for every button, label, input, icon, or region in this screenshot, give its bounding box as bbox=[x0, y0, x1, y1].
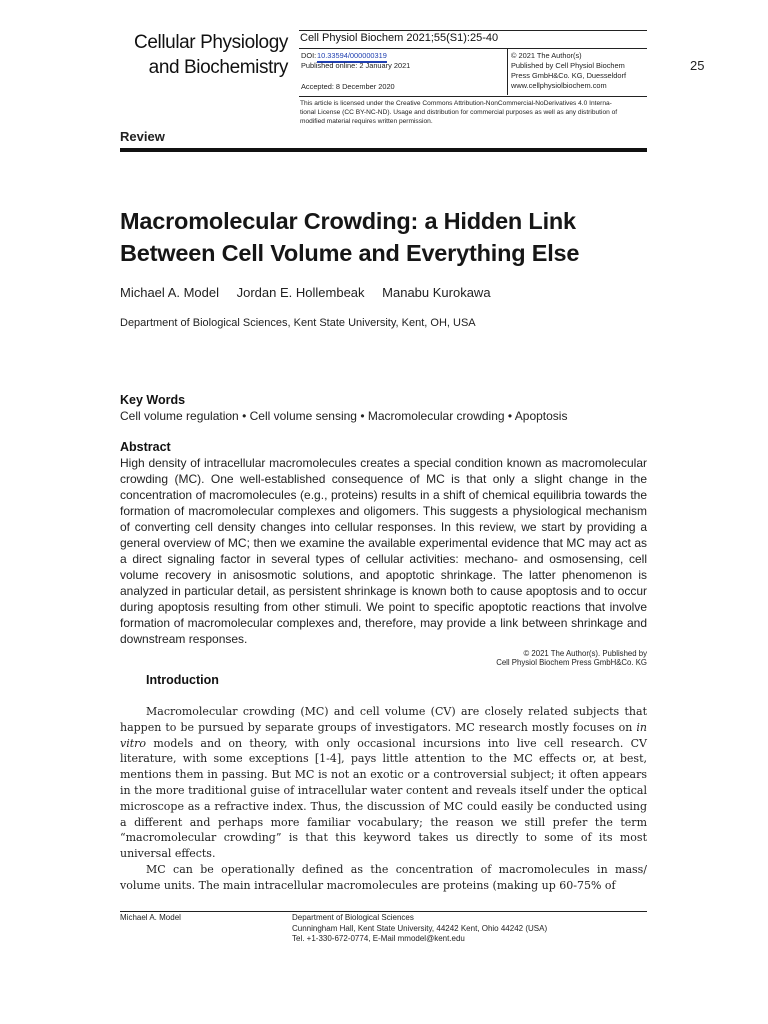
section-rule bbox=[120, 148, 647, 152]
author-name[interactable]: Manabu Kurokawa bbox=[382, 285, 491, 300]
author-name[interactable]: Jordan E. Hollembeak bbox=[236, 285, 365, 300]
publisher-line: Published by Cell Physiol Biochem bbox=[511, 61, 625, 70]
italic-text: in vitro bbox=[120, 720, 647, 750]
introduction-body bbox=[120, 704, 647, 894]
title-line: Between Cell Volume and Everything Else bbox=[120, 240, 580, 266]
contact-line: Tel. +1-330-672-0774, E-Mail mmodel@kent.edu bbox=[292, 934, 465, 943]
abstract-copyright bbox=[430, 649, 647, 667]
address-line: Cunningham Hall, Kent State University, 44242 Kent, Ohio 44242 (USA) bbox=[292, 923, 548, 933]
footer-address bbox=[292, 913, 547, 945]
footer-rule bbox=[120, 911, 647, 912]
keywords-text: Cell volume regulation • Cell volume sensing • Macromolecular crowding • Apoptosis bbox=[120, 409, 568, 423]
license-line: modified material requires written permission. bbox=[300, 118, 433, 125]
paragraph-text: models and on theory, with only occasional incursions into live cell research. CV literature, with some exceptions [1-4], pays little attention to the MC effects or, at best, mentions them in passing. But MC is not an exotic or a controversial subject; it often appears in the more traditional guise of intracellular water content and reveals itself under the optical microscope as a refractive index. Thus, the discussion of MC could easily be conducted using a different and perhaps more familiar vocabulary; the reason we still prefer the term “macromolecular crowding” is that this keyword takes us directly to some of its most universal effects. bbox=[120, 736, 647, 861]
license-line: This article is licensed under the Creative Commons Attribution-NonCommercial-NoDerivatives 4.0 Interna- bbox=[300, 100, 612, 107]
article-title bbox=[120, 205, 660, 269]
introduction-heading: Introduction bbox=[146, 673, 219, 687]
page-number: 25 bbox=[690, 58, 705, 73]
accepted-date: Accepted: 8 December 2020 bbox=[301, 82, 395, 91]
title-line: Macromolecular Crowding: a Hidden Link bbox=[120, 208, 576, 234]
body-paragraph: MC can be operationally defined as the concentration of macromolecules in mass/ volume units. The main intracellular macromolecules are proteins (making up 60-75% of bbox=[120, 862, 647, 892]
journal-name-line1: Cellular Physiology bbox=[134, 32, 288, 53]
abstract-copyright-line: Cell Physiol Biochem Press GmbH&Co. KG bbox=[496, 658, 647, 667]
address-line: Department of Biological Sciences bbox=[292, 913, 414, 922]
doi-label: DOI: bbox=[301, 51, 317, 60]
abstract-heading: Abstract bbox=[120, 440, 171, 454]
affiliation: Department of Biological Sciences, Kent State University, Kent, OH, USA bbox=[120, 317, 476, 329]
footer-author: Michael A. Model bbox=[120, 913, 181, 922]
copyright-line: © 2021 The Author(s) bbox=[511, 51, 582, 60]
header-divider bbox=[299, 48, 647, 49]
license-line: tional License (CC BY-NC-ND). Usage and distribution for commercial purposes as well as any distribution of bbox=[300, 109, 618, 116]
journal-name-line2: and Biochemistry bbox=[148, 57, 288, 78]
header-column-divider bbox=[507, 48, 508, 95]
article-type: Review bbox=[120, 129, 165, 144]
keywords-heading: Key Words bbox=[120, 393, 186, 407]
paragraph-text: Macromolecular crowding (MC) and cell volume (CV) are closely related subjects that happen to be pursued by separate groups of investigators. MC research mostly focuses on bbox=[120, 705, 647, 734]
published-online: Published online: 2 January 2021 bbox=[301, 61, 411, 70]
license-notice bbox=[300, 99, 650, 126]
publisher-location-line: Press GmbH&Co. KG, Duesseldorf bbox=[511, 71, 627, 80]
abstract-copyright-line: © 2021 The Author(s). Published by bbox=[523, 649, 647, 658]
abstract-text: High density of intracellular macromolecules creates a special condition known as macromolecular crowding (MC). One well-established consequence of MC is that only a slight change in the concentration of macromolecules (e.g., proteins) results in a shift of chemical equilibria towards the formation of macromolecular complexes and oligomers. This suggests a physiological mechanism of converting cell density changes into cellular responses. In this review, we start by providing a general overview of MC; then we examine the available experimental evidence that MC may act as a direct signaling factor in several types of cellular activities: mechano- and osmosensing, cell volume recovery in anisosmotic solutions, and apoptotic shrinkage. The latter phenomenon is analyzed in particular detail, as persistent shrinkage is known both to cause apoptosis and to occur during apoptosis resulting from other stimuli. We point to specific apoptotic reactions that involve formation of macromolecular complexes and, therefore, may provide a link between shrinkage and downstream responses. bbox=[120, 456, 647, 646]
author-list bbox=[120, 285, 505, 300]
journal-citation: Cell Physiol Biochem 2021;55(S1):25-40 bbox=[300, 32, 499, 44]
copyright-block bbox=[511, 51, 651, 91]
body-paragraph bbox=[120, 704, 647, 862]
doi-link[interactable]: 10.33594/000000319 bbox=[317, 51, 387, 63]
author-name[interactable]: Michael A. Model bbox=[120, 285, 219, 300]
journal-website-link[interactable]: www.cellphysiolbiochem.com bbox=[511, 81, 607, 90]
